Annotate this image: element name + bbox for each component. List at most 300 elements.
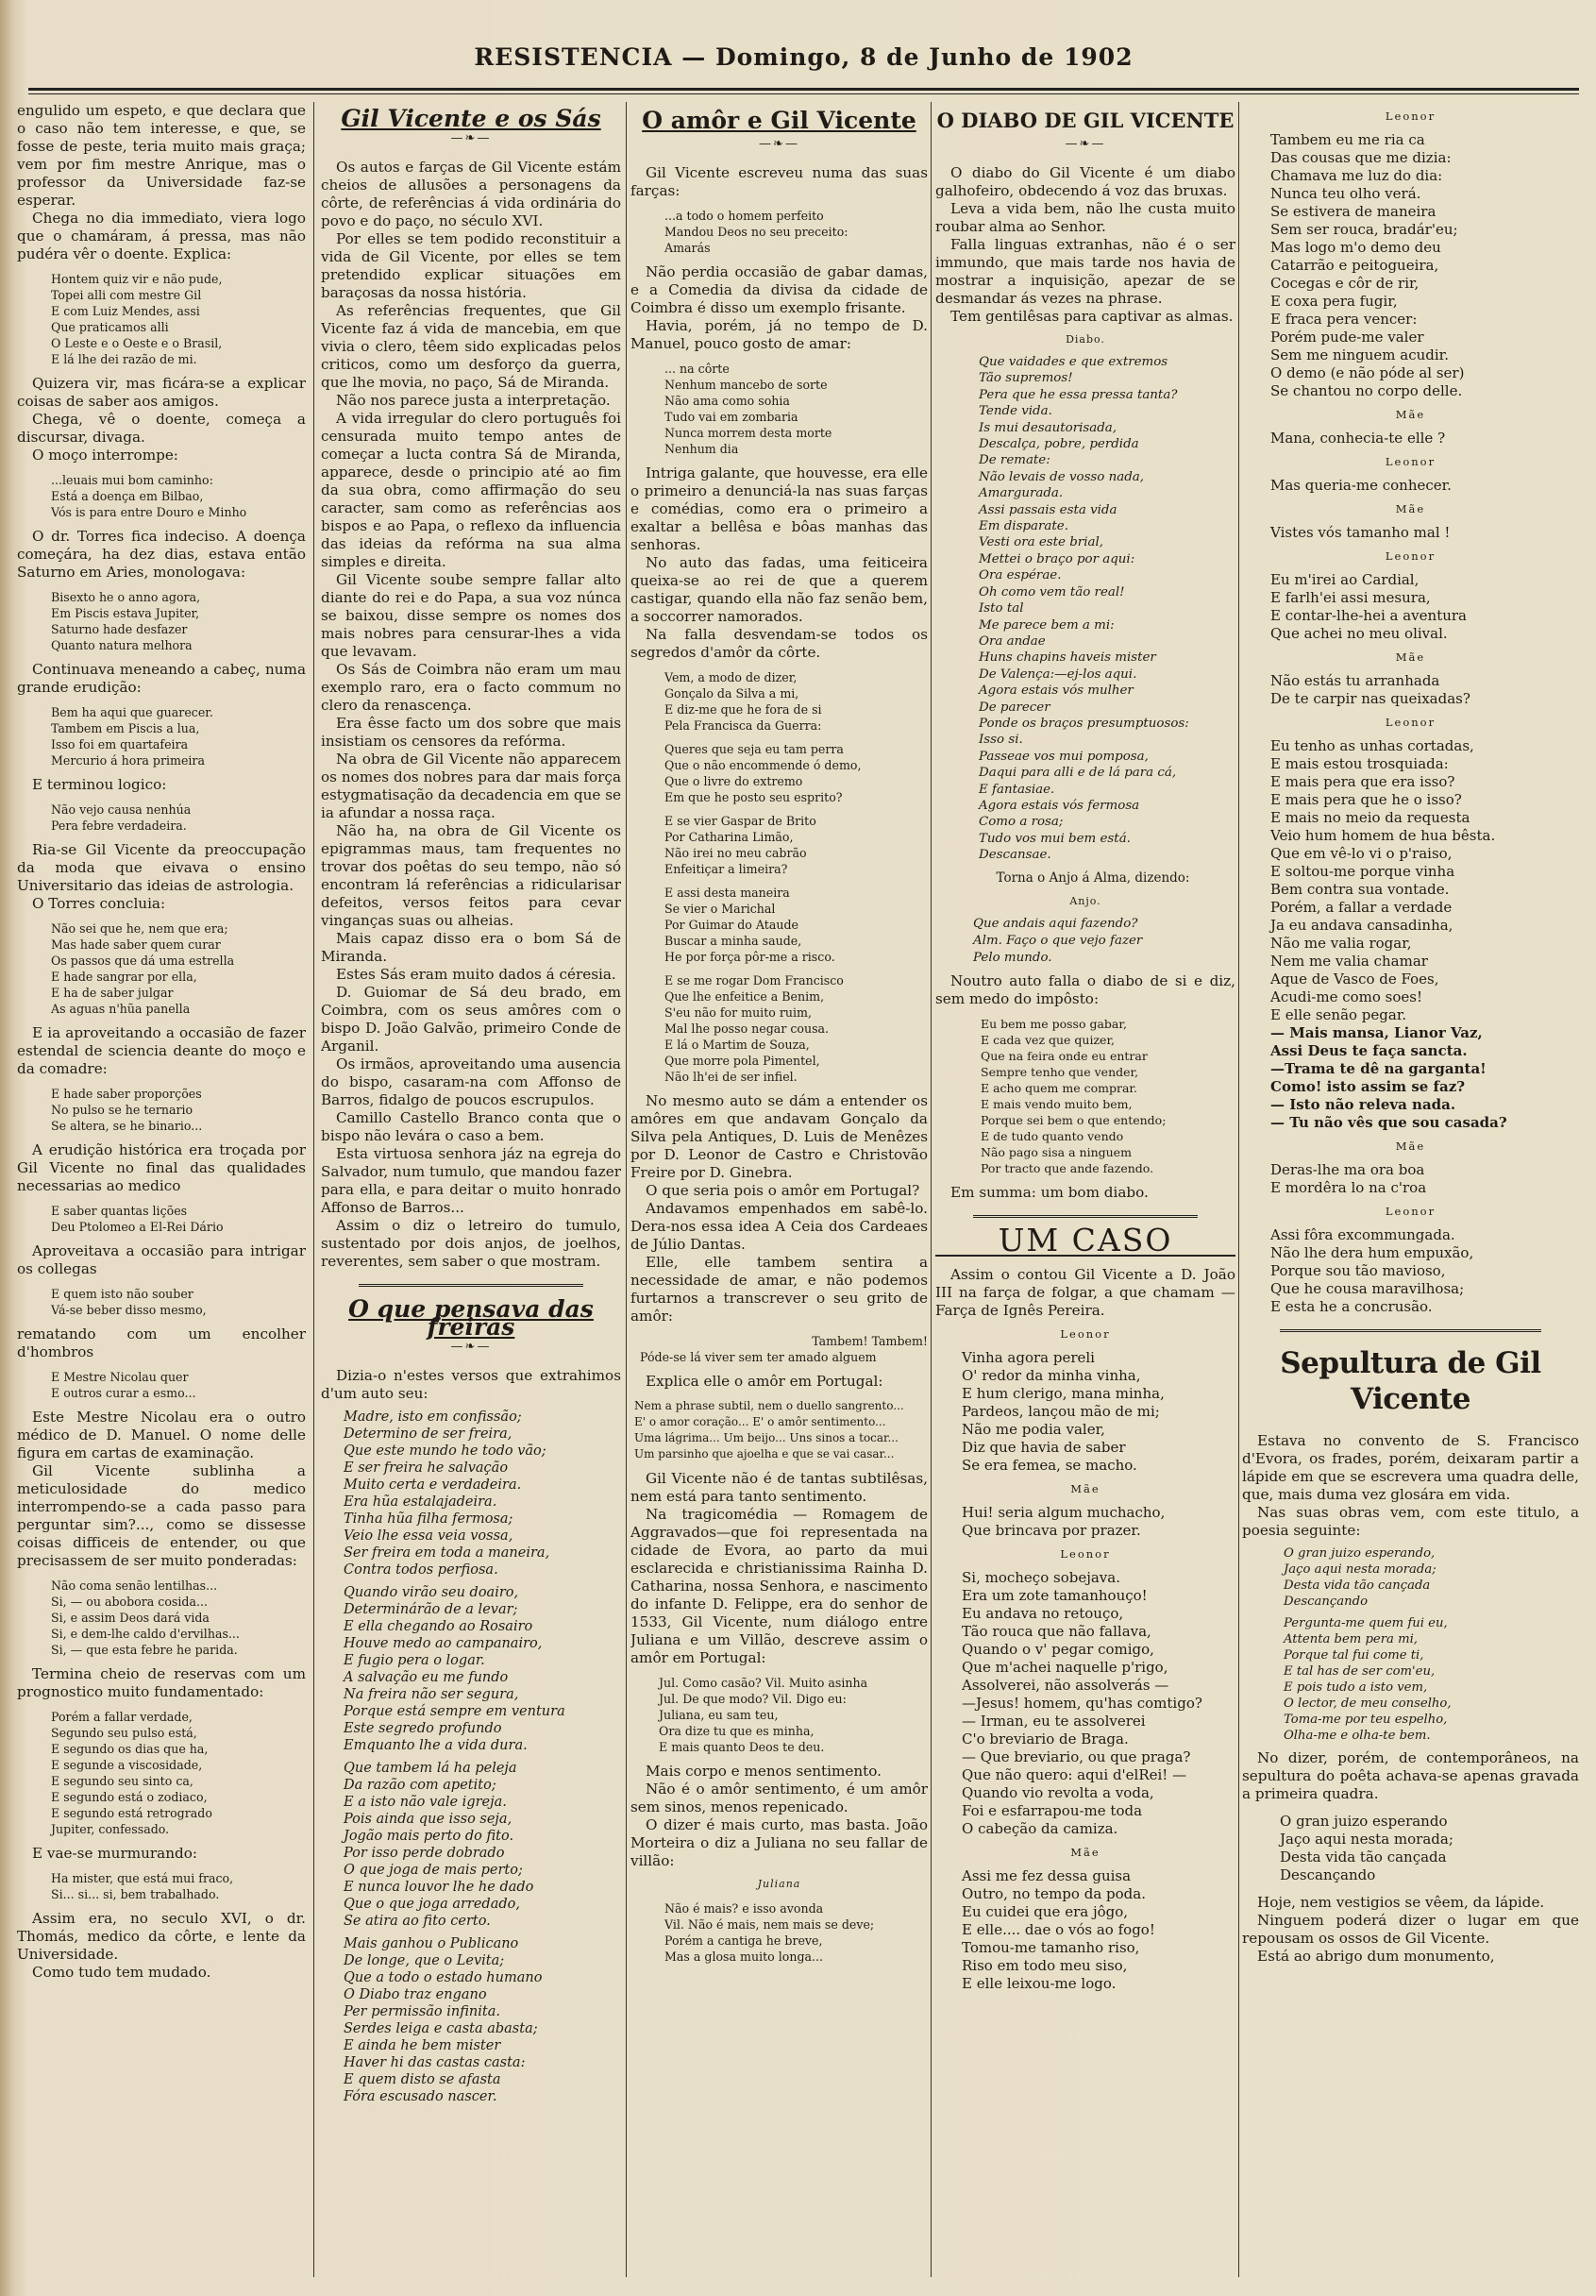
verse-line: S'eu não for muito ruim, [664, 1005, 812, 1020]
speaker-label: Diabo. [1066, 333, 1105, 346]
section-rule [1280, 1329, 1541, 1332]
verse-block [17, 589, 306, 653]
verse-line: Juliana, eu sam teu, [659, 1708, 779, 1722]
dialogue-block [935, 1504, 1235, 1540]
verse-line: Emquanto lhe a vida dura. [344, 1738, 528, 1753]
verse-block [17, 1286, 306, 1318]
paragraph: Quizera vir, mas ficára-se a explicar coisas de saber aos amigos. [17, 375, 306, 410]
column-4 [935, 102, 1235, 2288]
verse-line: Isso si. [979, 733, 1023, 748]
verse-line: Madre, isto em confissão; [344, 1410, 522, 1425]
verse-line: Oh como vem tão real! [979, 584, 1125, 599]
paragraph: Nas suas obras vem, com este titulo, a poesia seguinte: [1242, 1504, 1579, 1539]
verse-line: Porém a fallar verdade, [51, 1710, 193, 1724]
paragraph: Gil Vicente não é de tantas subtilêsas, nem está para tanto sentimento. [630, 1470, 928, 1505]
verse-line: Desta vida tão cançada [1280, 1849, 1447, 1866]
verse-line: Na freira não ser segura, [344, 1687, 519, 1702]
verse-line: E diz-me que he fora de si [664, 702, 822, 717]
verse-line: Pelo mundo. [973, 950, 1052, 965]
dialogue-line: — Isto não releva nada. [1270, 1096, 1456, 1113]
verse-line: Jul. Como casão? Vil. Muito asinha [659, 1676, 868, 1690]
verse-block [1242, 1813, 1579, 1884]
dialogue-line: Das cousas que me dizia: [1270, 149, 1452, 166]
verse-line: Vesti ora este brial, [979, 535, 1103, 550]
verse-line: Que o livre do extremo [664, 774, 803, 788]
verse-line: O gran juizo esperando, [1284, 1546, 1436, 1561]
dialogue-line: Que he cousa maravilhosa; [1270, 1280, 1465, 1297]
dialogue-line: — Que breviario, ou que praga? [962, 1747, 1191, 1765]
dialogue-line: E coxa pera fugir, [1270, 293, 1398, 310]
verse-line: Quando virão seu doairo, [344, 1585, 519, 1600]
dialogue-block [935, 1349, 1235, 1475]
dialogue-line: Que não quero: aqui d'elRei! — [962, 1765, 1187, 1783]
ornament-divider: —❧— [759, 137, 799, 151]
verse-block [630, 1333, 928, 1365]
verse-line: Quanto natura melhora [51, 638, 193, 652]
verse-line: E fantasiae. [979, 782, 1055, 797]
masthead-rule [28, 88, 1579, 94]
verse-line: Porque está sempre em ventura [344, 1704, 565, 1719]
verse-line: Vil. Não é mais, nem mais se deve; [664, 1917, 875, 1932]
verse-line: Haver hi das castas casta: [344, 2055, 526, 2070]
dialogue-line: Se estivera de maneira [1270, 203, 1436, 220]
verse-line: Descançando [1280, 1866, 1376, 1883]
article-heading: Sepultura de Gil Vicente [1280, 1346, 1541, 1416]
verse-block [935, 916, 1235, 967]
verse-block [17, 271, 306, 367]
verse-line: Tende vida. [979, 404, 1052, 419]
verse-line: E pois tudo a isto vem, [1284, 1680, 1428, 1695]
dialogue-block [1242, 571, 1579, 643]
verse-line: Que na feira onde eu entrar [981, 1048, 1148, 1063]
verse-block [630, 1398, 928, 1462]
paragraph: Continuava meneando a cabeç, numa grande erudição: [17, 661, 306, 696]
verse-line: Huns chapins haveis mister [979, 650, 1156, 666]
speaker-label: Mãe [1395, 502, 1426, 515]
verse-line: Não sei que he, nem que era; [51, 921, 228, 936]
dialogue-line: Era um zote tamanhouço! [962, 1586, 1148, 1604]
verse-block [17, 920, 306, 1017]
dialogue-line: O cabeção da camiza. [962, 1819, 1118, 1837]
verse-line: De Valença:—ej-los aqui. [979, 667, 1137, 682]
verse-line: No pulso se he ternario [51, 1103, 193, 1117]
verse-line: Pois ainda que isso seja, [344, 1812, 512, 1827]
paragraph: Os Sás de Coimbra não eram um mau exemplo raro, era o facto commum no clero da renascença. [321, 661, 621, 714]
speaker-label: Mãe [1395, 408, 1426, 421]
verse-line: Descansae. [979, 848, 1051, 863]
column-divider [931, 102, 932, 2277]
verse-line: Como a rosa; [979, 815, 1064, 830]
paragraph: No mesmo auto se dám a entender os amôres em que andavam Gonçalo da Silva pela Antiques, D. Luis de Menêzes por D. Leonor de Castro e Christovão Freire por D. Ginebra. [630, 1092, 928, 1181]
dialogue-line: Não me valia rogar, [1270, 935, 1412, 952]
dialogue-line: — Mais mansa, Lianor Vaz, [1270, 1024, 1483, 1041]
paragraph: Termina cheio de reservas com um prognostico muito fundamentado: [17, 1665, 306, 1700]
paragraph: Hoje, nem vestigios se vêem, da lápide. [1257, 1894, 1545, 1911]
verse-line: E acho quem me comprar. [981, 1080, 1137, 1095]
verse-line: Determino de ser freira, [344, 1427, 512, 1442]
verse-line: ...leuais mui bom caminho: [51, 473, 213, 487]
article-heading: O que pensava das freiras [348, 1295, 594, 1341]
verse-line: O Diabo traz engano [344, 1987, 487, 2002]
verse-line: E a isto não vale igreja. [344, 1795, 507, 1810]
paragraph: O diabo do Gil Vicente é um diabo galhofeiro, obdecendo á voz das bruxas. [935, 164, 1235, 199]
verse-line: Em disparate. [979, 519, 1068, 534]
paragraph: Gil Vicente soube sempre fallar alto diante do rei e do Papa, a sua voz núnca se baixou, disse sempre os nomes dos mais nobres para censurar-lhes a vida que levavam. [321, 571, 621, 660]
verse-line: Não irei no meu cabrão [664, 846, 807, 860]
verse-line: Agora estais vós mulher [979, 684, 1134, 699]
verse-line: E segunde a viscosidade, [51, 1758, 203, 1772]
column-divider [626, 102, 627, 2277]
verse-line: Ha mister, que está mui fraco, [51, 1871, 234, 1885]
verse-line: He por força pôr-me a risco. [664, 950, 835, 964]
paragraph: Na falla desvendam-se todos os segredos d'amôr da côrte. [630, 626, 928, 661]
dialogue-line: De te carpir nas queixadas? [1270, 690, 1470, 707]
dialogue-line: E fraca pera vencer: [1270, 311, 1418, 328]
dialogue-line: Não lhe dera hum empuxão, [1270, 1244, 1474, 1261]
verse-block [17, 704, 306, 768]
dialogue-line: Mas logo m'o demo deu [1270, 239, 1441, 256]
dialogue-line: Outro, no tempo da poda. [962, 1884, 1146, 1902]
verse-line: E se me rogar Dom Francisco [664, 973, 844, 988]
verse-line: Este segredo profundo [344, 1721, 502, 1736]
verse-line: E segundo está o zodiaco, [51, 1790, 208, 1804]
dialogue-line: Bem contra sua vontade. [1270, 881, 1450, 898]
verse-block [630, 669, 928, 734]
verse-line: Não lh'ei de ser infiel. [664, 1070, 798, 1084]
verse-line: E assi desta maneira [664, 886, 790, 900]
paragraph: Ria-se Gil Vicente da preoccupação da moda que eivava o ensino Universitario das ideias de astrologia. [17, 841, 306, 894]
paragraph: No dizer, porém, de contemporâneos, na sepultura do poêta achava-se apenas gravada a primeira quadra. [1242, 1749, 1579, 1802]
verse-block [17, 1086, 306, 1134]
verse-line: Que o não encommende ó demo, [664, 758, 862, 772]
verse-line: Isto tal [979, 601, 1024, 616]
dialogue-line: Catarrão e peitogueira, [1270, 257, 1439, 274]
dialogue-line: Pardeos, lançou mão de mi; [962, 1402, 1160, 1420]
speaker-label: Mãe [1070, 1845, 1100, 1859]
dialogue-line: Porque sou tão mavioso, [1270, 1262, 1446, 1279]
verse-line: Attenta bem pera mi, [1284, 1632, 1419, 1646]
dialogue-line: O' redor da minha vinha, [962, 1366, 1141, 1384]
verse-line: Descalça, pobre, perdida [979, 437, 1139, 452]
verse-line: Mettei o braço por aqui: [979, 551, 1135, 566]
verse-line: Veio lhe essa veia vossa, [344, 1528, 513, 1544]
dialogue-line: Se chantou no corpo delle. [1270, 382, 1463, 399]
dialogue-line: Eu m'irei ao Cardial, [1270, 571, 1420, 588]
verse-line: O Leste e o Oeste e o Brasil, [51, 336, 223, 350]
dialogue-line: Chamava me luz do dia: [1270, 167, 1443, 184]
verse-block [630, 1675, 928, 1755]
verse-line: Mal lhe posso negar cousa. [664, 1021, 830, 1036]
verse-line: Saturno hade desfazer [51, 622, 188, 636]
paragraph: Em summa: um bom diabo. [950, 1183, 1149, 1201]
dialogue-line: E esta he a concrusão. [1270, 1298, 1433, 1315]
verse-line: Serdes leiga e casta abasta; [344, 2021, 538, 2036]
dialogue-line: — Tu não vês que sou casada? [1270, 1114, 1507, 1131]
verse-line: Tinha hũa filha fermosa; [344, 1511, 513, 1527]
dialogue-line: Quando vio revolta a voda, [962, 1783, 1154, 1801]
verse-line: Não ama como sohia [664, 394, 790, 408]
masthead [28, 38, 1579, 94]
dialogue-line: E elle leixou-me logo. [962, 1974, 1117, 1992]
verse-line: E segundo os dias que ha, [51, 1742, 209, 1756]
speaker-label: Leonor [1385, 716, 1436, 729]
verse-block [935, 1016, 1235, 1176]
verse-block [321, 1760, 621, 1930]
verse-line: Determinárão de a levar; [344, 1602, 518, 1617]
verse-line: Topei alli com mestre Gil [51, 288, 202, 302]
paragraph: Camillo Castello Branco conta que o bispo não levára o caso a bem. [321, 1109, 621, 1144]
verse-line: Se vier o Marichal [664, 902, 776, 916]
verse-line: Descançando [1284, 1595, 1369, 1609]
dialogue-line: —Jesus! homem, qu'has comtigo? [962, 1694, 1202, 1712]
verse-line: Ora andae [979, 633, 1046, 649]
paragraph: Não ha, na obra de Gil Vicente os epigrammas maus, tam frequentes no trovar dos poêtas do seu tempo, não só encontram lá referências a ridicularisar defeitos, versos feitos para cevar vinganças suas ou alheias. [321, 822, 621, 929]
verse-line: Da razão com apetito; [344, 1778, 496, 1793]
paragraph: Dizia-o n'estes versos que extrahimos d'um auto seu: [321, 1367, 621, 1402]
verse-line: Me parece bem a mi: [979, 617, 1115, 633]
paragraph: Como tudo tem mudado. [32, 1964, 211, 1981]
verse-line: Nem a phrase subtil, nem o duello sangrento... [634, 1399, 904, 1412]
dialogue-line: Nem me valia chamar [1270, 953, 1428, 970]
dialogue-line: Tambem eu me ria ca [1270, 131, 1425, 148]
verse-line: E cada vez que quizer, [981, 1032, 1116, 1047]
verse-line: E tal has de ser com'eu, [1284, 1664, 1436, 1679]
paragraph: Elle, elle tambem sentira a necessidade de amar, e não podemos furtarnos a transcrever o seu grito de amôr: [630, 1254, 928, 1325]
verse-block [17, 1369, 306, 1401]
verse-line: E de tudo quanto vendo [981, 1128, 1124, 1143]
verse-line: Agora estais vós fermosa [979, 798, 1140, 813]
paragraph: Andavamos empenhados em sabê-lo. Dera-nos essa idea A Ceia dos Cardeaes de Júlio Dantas. [630, 1200, 928, 1253]
dialogue-line: Eu tenho as unhas cortadas, [1270, 737, 1474, 754]
verse-block [630, 208, 928, 256]
verse-line: E quem isto não souber [51, 1287, 193, 1301]
verse-line: Jaço aqui nesta morada; [1280, 1831, 1453, 1848]
paragraph: rematando com um encolher d'hombros [17, 1325, 306, 1360]
verse-line: O lector, de meu conselho, [1284, 1697, 1452, 1711]
paragraph: O moço interrompe: [32, 447, 178, 464]
verse-line: Olha-me e olha-te bem. [1284, 1729, 1431, 1743]
speaker-label: Leonor [1385, 1205, 1436, 1218]
verse-line: Pergunta-me quem fui eu, [1284, 1616, 1448, 1630]
paragraph: Havia, porém, já no tempo de D. Manuel, pouco gosto de amar: [630, 317, 928, 352]
verse-line: E se vier Gaspar de Brito [664, 814, 816, 828]
dialogue-line: Vinha agora pereli [962, 1348, 1095, 1366]
verse-line: Contra todos perfiosa. [344, 1562, 498, 1578]
verse-line: Vá-se beber disso mesmo, [51, 1303, 207, 1317]
verse-line: E com Luiz Mendes, assi [51, 304, 200, 318]
verse-line: Pera que he essa pressa tanta? [979, 387, 1178, 402]
verse-line: Ora espérae. [979, 568, 1062, 583]
paragraph: Mais corpo e menos sentimento. [646, 1763, 882, 1780]
verse-line: Passeae vos mui pomposa, [979, 749, 1149, 764]
verse-line: Tudo vai em zombaria [664, 410, 798, 424]
verse-block [630, 1900, 928, 1965]
dialogue-line: Tomou-me tamanho riso, [962, 1938, 1140, 1956]
dialogue-line: Tão rouca que não fallava, [962, 1622, 1151, 1640]
verse-line: E ha de saber julgar [51, 986, 174, 1000]
verse-line: Muito certa e verdadeira. [344, 1477, 522, 1493]
verse-line: E lá o Martim de Souza, [664, 1038, 810, 1052]
dialogue-line: — Irman, eu te assolverei [962, 1712, 1146, 1730]
dialogue-block [1242, 524, 1579, 542]
dialogue-line: Assolverei, não assolverás — [962, 1676, 1169, 1694]
speaker-label: Leonor [1385, 455, 1436, 468]
dialogue-line: E mordêra lo na c'roa [1270, 1179, 1427, 1196]
speaker-label: Juliana [757, 1878, 801, 1890]
verse-block [321, 1409, 621, 1578]
verse-line: Um parsinho que ajoelha e que se vai casar... [634, 1447, 895, 1460]
verse-line: Porque sei bem o que entendo; [981, 1112, 1167, 1127]
paragraph: Noutro auto falla o diabo de si e diz, sem medo do impôsto: [935, 971, 1235, 1007]
dialogue-line: Se era femea, se macho. [962, 1456, 1137, 1474]
dialogue-line: Não estás tu arranhada [1270, 672, 1440, 689]
verse-line: Mercurio á hora primeira [51, 753, 205, 768]
dialogue-line: Ja eu andava cansadinha, [1270, 917, 1453, 934]
speaker-label: Mãe [1070, 1481, 1100, 1495]
dialogue-line: E soltou-me porque vinha [1270, 863, 1455, 880]
dialogue-line: Nunca teu olho verá. [1270, 185, 1421, 202]
paragraph: Tem gentilêsas para captivar as almas. [950, 308, 1234, 325]
verse-line: Mais ganhou o Publicano [344, 1936, 519, 1951]
paragraph: O Torres concluia: [32, 895, 166, 912]
verse-line: Em que he posto seu esprito? [664, 790, 843, 804]
dialogue-line: Veio hum homem de hua bêsta. [1270, 827, 1496, 844]
verse-line: Vós is para entre Douro e Minho [51, 505, 247, 519]
dialogue-line: Aque de Vasco de Foes, [1270, 971, 1439, 988]
paragraph: Este Mestre Nicolau era o outro médico de D. Manuel. O nome delle figura em cartas de examinação. [17, 1409, 306, 1461]
verse-line: Amargurada. [979, 486, 1064, 501]
verse-line: Que tambem lá ha peleja [344, 1761, 517, 1776]
paragraph: Ninguem poderá dizer o lugar em que repousam os ossos de Gil Vicente. [1242, 1912, 1579, 1947]
dialogue-line: Cocegas e côr de rir, [1270, 275, 1420, 292]
dialogue-block [1242, 131, 1579, 400]
speaker-label: Leonor [1385, 549, 1436, 563]
dialogue-line: E contar-lhe-hei a aventura [1270, 607, 1467, 624]
verse-line: Tambem em Piscis a lua, [51, 721, 200, 735]
verse-block [321, 1584, 621, 1754]
verse-line: Si, — que esta febre he parida. [51, 1643, 238, 1657]
verse-line: Nenhum mancebo de sorte [664, 378, 828, 392]
verse-line: Vem, a modo de dizer, [664, 670, 798, 684]
verse-line: Desta vida tão cançada [1284, 1578, 1431, 1593]
verse-line: Jul. De que modo? Vil. Digo eu: [659, 1692, 847, 1706]
dialogue-line: O demo (e não póde al ser) [1270, 364, 1465, 381]
verse-line: Amarás [664, 241, 711, 255]
dialogue-line: Porém, a fallar a verdade [1270, 899, 1453, 916]
verse-line: Mas hade saber quem curar [51, 937, 221, 952]
verse-line: Não coma senão lentilhas... [51, 1578, 218, 1593]
verse-line: Buscar a minha saude, [664, 934, 802, 948]
paragraph: engulido um espeto, e que declara que o caso não tem interesse, e que, se fosse de peste, teria muito mais graça; vem por fim mestre Anrique, mas o professor da Universidade faz-se esperar. [17, 102, 306, 209]
paragraph: Assim era, no seculo XVI, o dr. Thomás, medico da côrte, e lente da Universidade. [17, 1910, 306, 1963]
verse-line: O que joga de mais perto; [344, 1863, 523, 1878]
column-divider [313, 102, 314, 2277]
verse-line: Póde-se lá viver sem ter amado alguem [640, 1350, 877, 1364]
verse-line: E outros curar a esmo... [51, 1386, 196, 1400]
verse-line: E ser freira he salvação [344, 1460, 509, 1476]
paragraph: Os irmãos, aproveitando uma ausencia do bispo, casaram-na com Affonso de Barros, fidalgo de poucos escrupulos. [321, 1055, 621, 1108]
verse-line: E' o amor coração... E' o amôr sentimento... [634, 1415, 886, 1428]
verse-line: Que o que joga arredado, [344, 1897, 520, 1912]
dialogue-line: Eu cuidei que era jôgo, [962, 1902, 1129, 1920]
verse-line: Si, e dem-lhe caldo d'ervilhas... [51, 1627, 240, 1641]
paragraph: Não é o amôr sentimento, é um amôr sem sinos, menos repenicado. [630, 1781, 928, 1815]
dialogue-line: Mana, conhecia-te elle ? [1270, 430, 1446, 447]
verse-line: Jogão mais perto do fito. [344, 1829, 514, 1844]
verse-line: Uma lágrima... Um beijo... Uns sinos a tocar... [634, 1431, 899, 1444]
verse-line: Hontem quiz vir e não pude, [51, 272, 223, 286]
verse-line: Ora dize tu que es minha, [659, 1724, 815, 1738]
verse-line: Não levais de vosso nada, [979, 469, 1145, 484]
verse-line: Nunca morrem desta morte [664, 426, 832, 440]
verse-block [630, 361, 928, 457]
verse-line: E segundo está retrogrado [51, 1806, 212, 1820]
dialogue-block [935, 1569, 1235, 1838]
verse-line: Is mui desautorisada, [979, 420, 1117, 435]
verse-line: Daqui para alli e de lá para cá, [979, 766, 1177, 781]
column-3 [630, 102, 928, 2288]
verse-line: Tudo vos mui bem está. [979, 831, 1131, 846]
paragraph: O dr. Torres fica indeciso. A doença começára, ha dez dias, estava então Saturno em Aries, monologava: [17, 528, 306, 581]
verse-line: E fugio pera o logar. [344, 1653, 485, 1668]
verse-line: Sempre tenho que vender, [981, 1064, 1139, 1079]
verse-line: Bisexto he o anno agora, [51, 590, 201, 604]
verse-line: De remate: [979, 453, 1050, 468]
verse-block [630, 813, 928, 877]
verse-line: Que lhe enfeitice a Benim, [664, 989, 825, 1004]
dialogue-line: Foi e esfarrapou-me toda [962, 1801, 1143, 1819]
dialogue-line: E mais pera que he o isso? [1270, 791, 1462, 808]
paragraph: O que seria pois o amôr em Portugal? [646, 1182, 920, 1199]
article-heading: UM CASO [935, 1231, 1235, 1257]
verse-block [17, 1870, 306, 1902]
verse-line: Pela Francisca da Guerra: [664, 718, 822, 733]
dialogue-line: Como! isto assim se faz? [1270, 1078, 1466, 1095]
dialogue-line: Que m'achei naquelle p'rigo, [962, 1658, 1168, 1676]
dialogue-line: C'o breviario de Braga. [962, 1730, 1129, 1747]
dialogue-line: Diz que havia de saber [962, 1438, 1126, 1456]
verse-block [630, 885, 928, 965]
paragraph: Não nos parece justa a interpretação. [336, 392, 611, 409]
verse-line: Por Catharina Limão, [664, 830, 794, 844]
verse-line: Por Guimar do Ataude [664, 918, 798, 932]
dialogue-line: E elle.... dae o vós ao fogo! [962, 1920, 1155, 1938]
verse-line: Isso foi em quartafeira [51, 737, 189, 751]
verse-line: E mais vendo muito bem, [981, 1096, 1133, 1111]
verse-line: Está a doença em Bilbao, [51, 489, 204, 503]
dialogue-line: Sem ser rouca, bradár'eu; [1270, 221, 1458, 238]
dialogue-line: Sem me ninguem acudir. [1270, 346, 1449, 363]
dialogue-line: Que achei no meu olival. [1270, 625, 1448, 642]
verse-line: Porque tal fui come ti, [1284, 1648, 1424, 1663]
verse-line: Per permissão infinita. [344, 2004, 500, 2019]
paragraph: Falla linguas extranhas, não é o ser immundo, que mais tarde nos havia de mostrar a inquisição, apezar de se desmandar ás vezes na phrase. [935, 236, 1235, 307]
verse-line: Alm. Faço o que vejo fazer [973, 933, 1143, 948]
verse-line: ...a todo o homem perfeito [664, 209, 824, 223]
verse-block [17, 472, 306, 520]
dialogue-line: E mais pera que era isso? [1270, 773, 1455, 790]
dialogue-block [1242, 737, 1579, 1132]
verse-line: E saber quantas lições [51, 1204, 188, 1218]
dialogue-line: Deras-lhe ma ora boa [1270, 1161, 1425, 1178]
verse-line: Assi passais esta vida [979, 502, 1117, 517]
verse-block [17, 802, 306, 834]
verse-line: De longe, que o Levita; [344, 1953, 505, 1968]
ornament-divider: —❧— [450, 131, 492, 145]
speaker-label: Mãe [1395, 1140, 1426, 1153]
verse-line: Toma-me por teu espelho, [1284, 1713, 1448, 1727]
dialogue-line: Hui! seria algum muchacho, [962, 1503, 1166, 1521]
